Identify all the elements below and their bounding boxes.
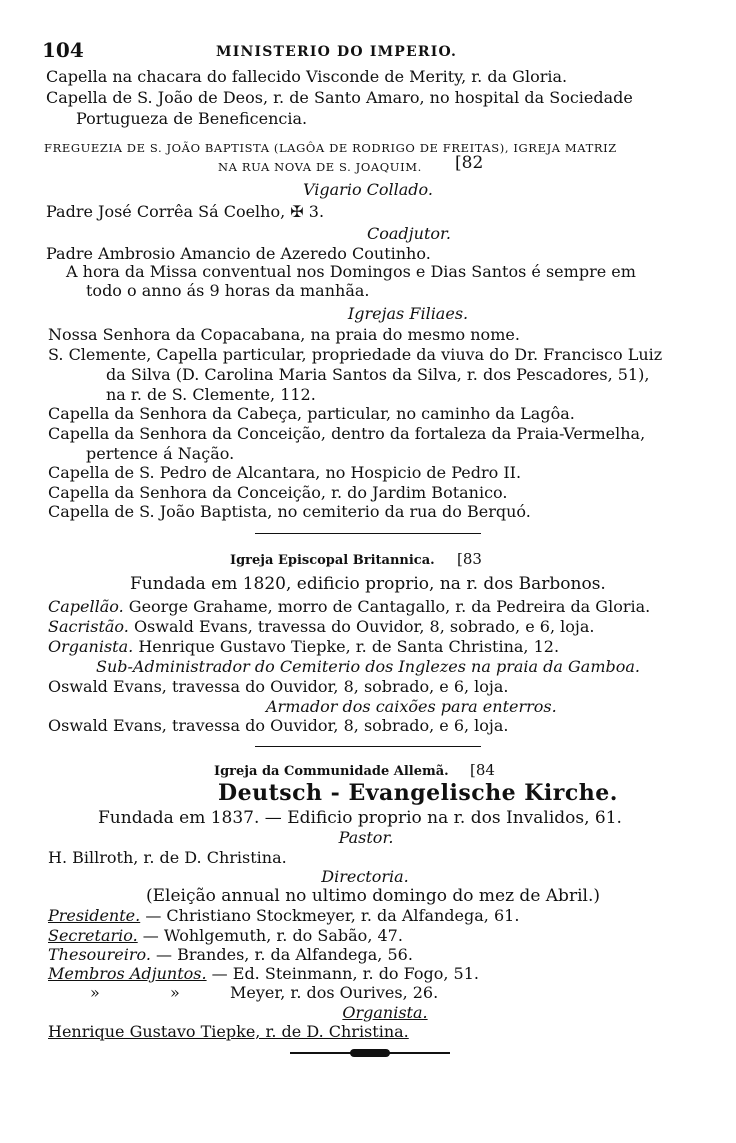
pastor-title: Pastor. xyxy=(338,828,394,847)
pastor-name: H. Billroth, r. de D. Christina. xyxy=(48,848,287,867)
capellao-label: Capellão. xyxy=(48,597,124,616)
secretario-text: — Wohlgemuth, r. do Sabão, 47. xyxy=(142,926,403,945)
membros-text-2: Meyer, r. dos Ourives, 26. xyxy=(230,983,439,1002)
page-number: 104 xyxy=(42,38,84,62)
allema-ref: [84 xyxy=(470,761,495,779)
ditto-mark-2: » xyxy=(170,983,180,1002)
membros-text: — Ed. Steinmann, r. do Fogo, 51. xyxy=(211,964,479,983)
organista-label: Organista. xyxy=(48,637,134,656)
eleicao-note: (Eleição annual no ultimo domingo do mez de Abril.) xyxy=(146,886,600,906)
sacristao-label: Sacristão. xyxy=(48,617,129,636)
entry-continuation: Portugueza de Beneficencia. xyxy=(76,109,308,128)
armador-title: Armador dos caixões para enterros. xyxy=(266,697,557,716)
presidente-text: — Christiano Stockmeyer, r. da Alfandega, 61. xyxy=(145,906,520,925)
filial-sao-clemente-cont: da Silva (D. Carolina Maria Santos da Silva, r. dos Pescadores, 51), xyxy=(106,365,650,384)
presidente-row xyxy=(48,906,519,926)
britannica-organista xyxy=(48,637,559,657)
thesoureiro-row xyxy=(48,945,413,965)
section-divider xyxy=(255,533,481,534)
britannica-title: Igreja Episcopal Britannica. xyxy=(230,553,435,568)
armador-name: Oswald Evans, travessa do Ouvidor, 8, sobrado, e 6, loja. xyxy=(48,716,509,735)
coadjutor-title: Coadjutor. xyxy=(367,224,451,243)
freguezia-ref: [82 xyxy=(455,153,484,173)
secretario-row xyxy=(48,926,403,946)
filial-sao-joao-baptista: Capella de S. João Baptista, no cemiterio da rua do Berquó. xyxy=(48,502,531,521)
britannica-sacristao xyxy=(48,617,594,637)
directoria-title: Directoria. xyxy=(321,867,409,886)
presidente-label: Presidente. xyxy=(48,906,141,925)
section-divider-2 xyxy=(255,746,481,747)
filiaes-title: Igrejas Filiaes. xyxy=(347,304,469,323)
filial-cabeca: Capella da Senhora da Cabeça, particular, no caminho da Lagôa. xyxy=(48,404,575,423)
entry-chacara: Capella na chacara do fallecido Visconde de Merity, r. da Gloria. xyxy=(46,67,568,86)
britannica-fundada: Fundada em 1820, edificio proprio, na r. dos Barbonos. xyxy=(130,574,606,594)
freguezia-heading-1: FREGUEZIA DE S. JOÃO BAPTISTA (LAGÔA DE RODRIGO DE FREITAS), IGREJA MATRIZ xyxy=(44,141,617,155)
organista-title-allema: Organista. xyxy=(342,1003,428,1022)
allema-title: Igreja da Communidade Allemã. xyxy=(214,764,449,779)
filial-sao-clemente-cont2: na r. de S. Clemente, 112. xyxy=(106,385,316,404)
organista-text: Henrique Gustavo Tiepke, r. de Santa Christina, 12. xyxy=(138,637,560,656)
membros-label: Membros Adjuntos. xyxy=(48,964,207,983)
secretario-label: Secretario. xyxy=(48,926,138,945)
coadjutor-name: Padre Ambrosio Amancio de Azeredo Coutinho. xyxy=(46,244,431,263)
allema-fundada: Fundada em 1837. — Edificio proprio na r. dos Invalidos, 61. xyxy=(98,808,622,828)
ditto-mark-1: » xyxy=(90,983,100,1002)
german-title: Deutsch - Evangelische Kirche. xyxy=(218,780,618,806)
thesoureiro-text: — Brandes, r. da Alfandega, 56. xyxy=(156,945,413,964)
filial-sao-pedro: Capella de S. Pedro de Alcantara, no Hospicio de Pedro II. xyxy=(48,463,522,482)
entry-text: Capella de S. João de Deos, r. de Santo Amaro, no hospital da Sociedade xyxy=(46,88,633,107)
filial-conceicao-jardim: Capella da Senhora da Conceição, r. do Jardim Botanico. xyxy=(48,483,508,502)
filial-conceicao-praia: Capella da Senhora da Conceição, dentro da fortaleza da Praia-Vermelha, xyxy=(48,424,646,443)
filial-copacabana: Nossa Senhora da Copacabana, na praia do mesmo nome. xyxy=(48,325,520,344)
thesoureiro-label: Thesoureiro. xyxy=(48,945,151,964)
missa-line-2: todo o anno ás 9 horas da manhãa. xyxy=(86,281,370,300)
membros-row xyxy=(48,964,479,984)
britannica-capellao xyxy=(48,597,650,617)
subadmin-title: Sub-Administrador do Cemiterio dos Inglezes na praia da Gamboa. xyxy=(96,657,640,676)
end-ornament-center xyxy=(350,1049,390,1057)
organista-name-allema: Henrique Gustavo Tiepke, r. de D. Christina. xyxy=(48,1022,409,1041)
capellao-text: George Grahame, morro de Cantagallo, r. da Pedreira da Gloria. xyxy=(128,597,651,616)
filial-sao-clemente: S. Clemente, Capella particular, propriedade da viuva do Dr. Francisco Luiz xyxy=(48,345,663,364)
britannica-ref: [83 xyxy=(457,550,482,568)
vigario-title: Vigario Collado. xyxy=(303,180,433,199)
freguezia-heading-2: NA RUA NOVA DE S. JOAQUIM. xyxy=(218,160,422,174)
running-title: MINISTERIO DO IMPERIO. xyxy=(216,44,458,60)
entry-sao-joao-de-deos xyxy=(46,88,670,108)
vigario-name: Padre José Corrêa Sá Coelho, ✠ 3. xyxy=(46,202,325,221)
missa-line-1: A hora da Missa conventual nos Domingos e Dias Santos é sempre em xyxy=(66,262,636,281)
sacristao-text: Oswald Evans, travessa do Ouvidor, 8, sobrado, e 6, loja. xyxy=(133,617,595,636)
subadmin-name: Oswald Evans, travessa do Ouvidor, 8, sobrado, e 6, loja. xyxy=(48,677,509,696)
filial-conceicao-praia-cont: pertence á Nação. xyxy=(86,444,235,463)
